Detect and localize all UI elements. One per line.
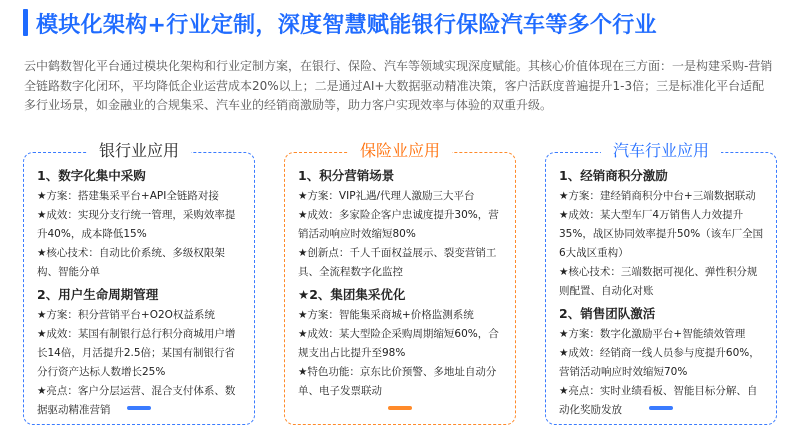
- intro-paragraph: 云中鹤数智化平台通过模块化架构和行业定制方案，在银行、保险、汽车等领域实现深度赋能。其核心价值体现在三方面：一是构建采购-营销全链路数字化闭环，平均降低企业运营成本20%以上；二是通过AI+大数据驱动精准决策，客户活跃度普遍提升1-3倍；三是标准化平台适配多行业场景，如金融业的合规集采、汽车业的经销商激励等，助力客户实现效率与体验的双重升级。: [24, 59, 773, 112]
- bank-s2-highlight: ★亮点：客户分层运营、混合支付体系、数据驱动精准营销: [37, 385, 236, 416]
- bank-s2-plan: ★方案：积分营销平台+O2O权益系统: [37, 309, 215, 321]
- auto-card: [545, 141, 777, 425]
- page-title: 模块化架构+行业定制，深度智慧赋能银行保险汽车等多个行业: [36, 13, 657, 38]
- auto-s2-result: ★成效：经销商一线人员参与度提升60%，营销活动响应时效缩短70%: [559, 347, 760, 378]
- bank-section-1-title: 1、数字化集中采购: [37, 168, 146, 183]
- auto-section-1-title: 1、经销商积分激励: [559, 168, 668, 183]
- auto-section-2-title: 2、销售团队激活: [559, 306, 656, 321]
- bank-section-2-title: 2、用户生命周期管理: [37, 287, 159, 302]
- insurance-s1-result: ★成效：多家险企客户忠诚度提升30%，营销活动响应时效缩短80%: [298, 209, 499, 240]
- bank-s1-tech: ★核心技术：自动比价系统、多级权限架构、智能分单: [37, 247, 225, 278]
- bank-s1-plan: ★方案：搭建集采平台+API全链路对接: [37, 190, 219, 202]
- auto-card-heading: 汽车行业应用: [601, 138, 721, 161]
- insurance-s1-plan: ★方案：VIP礼遇/代理人激励三大平台: [298, 190, 475, 202]
- auto-s1-tech: ★核心技术：三端数据可视化、弹性积分规则配置、自动化对账: [559, 266, 758, 297]
- insurance-s2-plan: ★方案：智能集采商城+价格监测系统: [298, 309, 474, 321]
- insurance-s1-innovation: ★创新点：千人千面权益展示、裂变营销工具、全流程数字化监控: [298, 247, 497, 278]
- bank-s2-result: ★成效：某国有制银行总行积分商城用户增长14倍，月活提升2.5倍；某国有制银行省分行资产达标人数增长25%: [37, 328, 236, 378]
- insurance-card-heading: 保险业应用: [348, 138, 452, 161]
- insurance-card: [284, 141, 516, 425]
- auto-card-footer-bar: [649, 406, 673, 410]
- auto-s1-plan: ★方案：建经销商积分中台+三端数据联动: [559, 190, 756, 202]
- insurance-s2-feature: ★特色功能：京东比价预警、多地址自动分单、电子发票联动: [298, 366, 497, 397]
- insurance-s2-result: ★成效：某大型险企采购周期缩短60%，合规支出占比提升至98%: [298, 328, 499, 359]
- insurance-section-2-title: ★2、集团集采优化: [298, 287, 406, 302]
- auto-s1-result: ★成效：某大型车厂4万销售人力效提升35%，战区协同效率提升50%（该车厂全国6大战区重构）: [559, 209, 764, 259]
- bank-card-heading: 银行业应用: [87, 138, 191, 161]
- bank-card: [23, 141, 255, 425]
- title-accent-bar: [23, 9, 28, 36]
- auto-s2-plan: ★方案：数字化激励平台+智能绩效管理: [559, 328, 746, 340]
- insurance-section-1-title: 1、积分营销场景: [298, 168, 395, 183]
- auto-s2-highlight: ★亮点：实时业绩看板、智能目标分解、自动化奖励发放: [559, 385, 758, 416]
- bank-s1-result: ★成效：实现分支行统一管理，采购效率提升40%，成本降低15%: [37, 209, 236, 240]
- bank-card-footer-bar: [127, 406, 151, 410]
- insurance-card-footer-bar: [388, 406, 412, 410]
